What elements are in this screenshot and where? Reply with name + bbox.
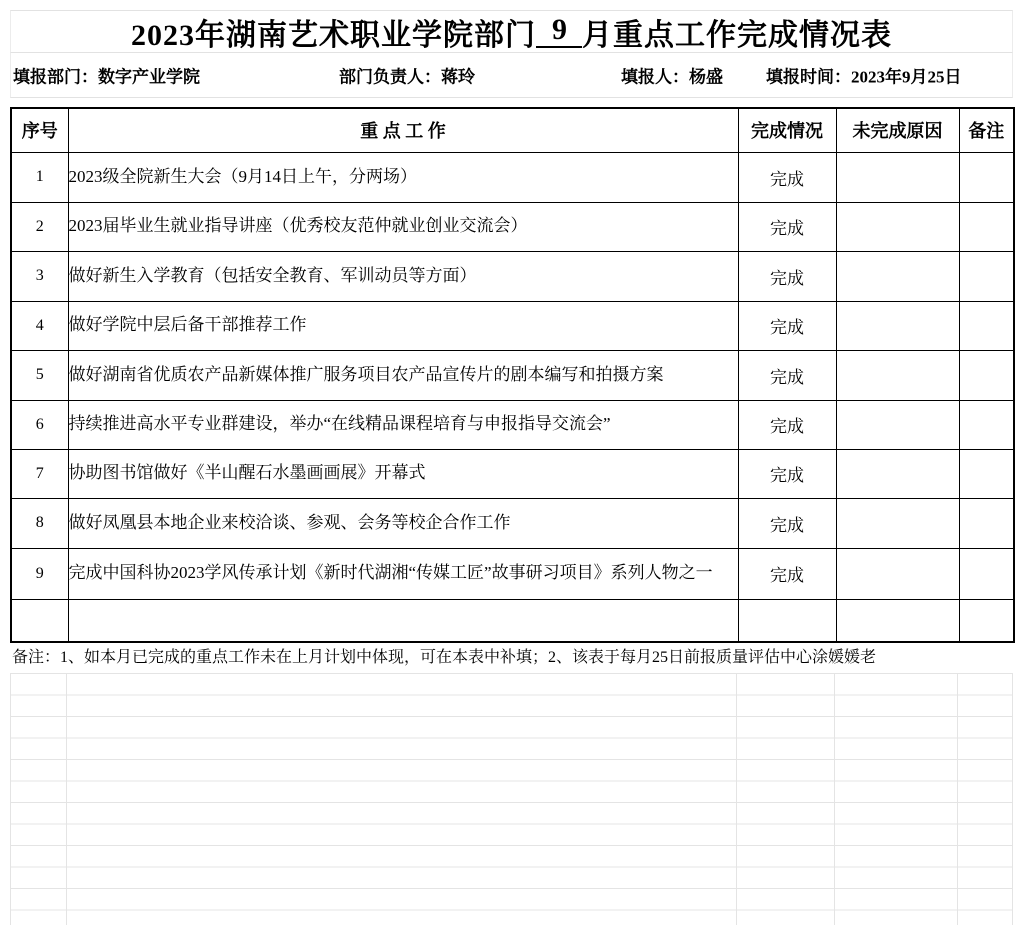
department-value: 数字产业学院 <box>98 67 200 87</box>
table-header-row <box>11 108 1014 152</box>
cell-remark[interactable] <box>959 202 1014 251</box>
work-table <box>10 107 1015 643</box>
cell-remark[interactable] <box>959 599 1014 642</box>
info-field-department[interactable] <box>13 63 200 88</box>
table-row <box>11 498 1014 548</box>
info-field-reporter[interactable] <box>621 63 723 88</box>
cell-remark[interactable] <box>959 251 1014 301</box>
cell-no[interactable]: 5 <box>11 350 68 400</box>
page-title <box>10 10 1013 53</box>
table-row <box>11 152 1014 202</box>
cell-no[interactable]: 2 <box>11 202 68 251</box>
cell-status[interactable]: 完成 <box>738 498 836 548</box>
cell-remark[interactable] <box>959 400 1014 449</box>
reporter-value: 杨盛 <box>689 67 723 87</box>
date-value: 2023年9月25日 <box>851 67 962 87</box>
gridline-vertical <box>957 673 958 925</box>
header-reason: 未完成原因 <box>836 108 959 152</box>
cell-no[interactable]: 9 <box>11 548 68 599</box>
cell-reason[interactable] <box>836 400 959 449</box>
cell-reason[interactable] <box>836 449 959 498</box>
cell-task[interactable]: 做好湖南省优质农产品新媒体推广服务项目农产品宣传片的剧本编写和拍摄方案 <box>68 350 738 400</box>
reporter-label: 填报人： <box>621 67 689 87</box>
cell-no[interactable]: 6 <box>11 400 68 449</box>
cell-reason[interactable] <box>836 202 959 251</box>
info-field-date[interactable] <box>766 63 962 88</box>
cell-remark[interactable] <box>959 548 1014 599</box>
leader-value: 蒋玲 <box>441 67 475 87</box>
cell-no[interactable]: 4 <box>11 301 68 350</box>
table-row <box>11 202 1014 251</box>
cell-reason[interactable] <box>836 599 959 642</box>
table-row <box>11 548 1014 599</box>
cell-task[interactable]: 持续推进高水平专业群建设，举办“在线精品课程培育与申报指导交流会” <box>68 400 738 449</box>
cell-status[interactable] <box>738 599 836 642</box>
cell-status[interactable]: 完成 <box>738 400 836 449</box>
page-title-prefix: 2023年湖南艺术职业学院部门 <box>131 18 536 52</box>
date-label: 填报时间： <box>766 67 851 87</box>
gridline-vertical <box>1012 673 1013 925</box>
cell-task[interactable]: 2023届毕业生就业指导讲座（优秀校友范仲就业创业交流会） <box>68 202 738 251</box>
cell-task[interactable]: 做好凤凰县本地企业来校洽谈、参观、会务等校企合作工作 <box>68 498 738 548</box>
cell-task[interactable]: 做好学院中层后备干部推荐工作 <box>68 301 738 350</box>
title-month-underlined: 9 <box>536 15 582 48</box>
cell-status[interactable]: 完成 <box>738 301 836 350</box>
leader-label: 部门负责人： <box>339 67 441 87</box>
gridline-vertical <box>66 673 67 925</box>
header-task: 重 点 工 作 <box>68 108 738 152</box>
cell-remark[interactable] <box>959 498 1014 548</box>
gridline-vertical <box>10 673 11 925</box>
cell-no[interactable]: 8 <box>11 498 68 548</box>
cell-no[interactable]: 3 <box>11 251 68 301</box>
cell-reason[interactable] <box>836 548 959 599</box>
department-label: 填报部门： <box>13 67 98 87</box>
table-row-empty <box>11 599 1014 642</box>
page-title-suffix: 月重点工作完成情况表 <box>582 18 892 52</box>
cell-reason[interactable] <box>836 152 959 202</box>
cell-status[interactable]: 完成 <box>738 548 836 599</box>
table-row <box>11 350 1014 400</box>
cell-no[interactable] <box>11 599 68 642</box>
empty-grid[interactable] <box>10 673 1013 926</box>
note-text: 备注：1、如本月已完成的重点工作未在上月计划中体现，可在本表中补填；2、该表于每月25日前报质量评估中心涂媛媛老 <box>12 649 877 666</box>
table-row <box>11 251 1014 301</box>
report-info-row <box>10 53 1013 98</box>
cell-task[interactable]: 做好新生入学教育（包括安全教育、军训动员等方面） <box>68 251 738 301</box>
table-row <box>11 449 1014 498</box>
header-no: 序号 <box>11 108 68 152</box>
table-row <box>11 400 1014 449</box>
cell-reason[interactable] <box>836 251 959 301</box>
cell-no[interactable]: 1 <box>11 152 68 202</box>
info-field-leader[interactable] <box>339 63 475 88</box>
cell-reason[interactable] <box>836 498 959 548</box>
table-row <box>11 301 1014 350</box>
cell-status[interactable]: 完成 <box>738 350 836 400</box>
header-remark: 备注 <box>959 108 1014 152</box>
cell-status[interactable]: 完成 <box>738 449 836 498</box>
cell-status[interactable]: 完成 <box>738 152 836 202</box>
header-status: 完成情况 <box>738 108 836 152</box>
cell-task[interactable]: 2023级全院新生大会（9月14日上午，分两场） <box>68 152 738 202</box>
gridline-vertical <box>736 673 737 925</box>
cell-task[interactable]: 协助图书馆做好《半山醒石水墨画画展》开幕式 <box>68 449 738 498</box>
gridline-vertical <box>834 673 835 925</box>
cell-task[interactable]: 完成中国科协2023学风传承计划《新时代湖湘“传媒工匠”故事研习项目》系列人物之一 <box>68 548 738 599</box>
cell-reason[interactable] <box>836 301 959 350</box>
cell-remark[interactable] <box>959 301 1014 350</box>
cell-no[interactable]: 7 <box>11 449 68 498</box>
cell-remark[interactable] <box>959 152 1014 202</box>
cell-reason[interactable] <box>836 350 959 400</box>
cell-task[interactable] <box>68 599 738 642</box>
cell-remark[interactable] <box>959 350 1014 400</box>
cell-status[interactable]: 完成 <box>738 251 836 301</box>
cell-status[interactable]: 完成 <box>738 202 836 251</box>
cell-remark[interactable] <box>959 449 1014 498</box>
